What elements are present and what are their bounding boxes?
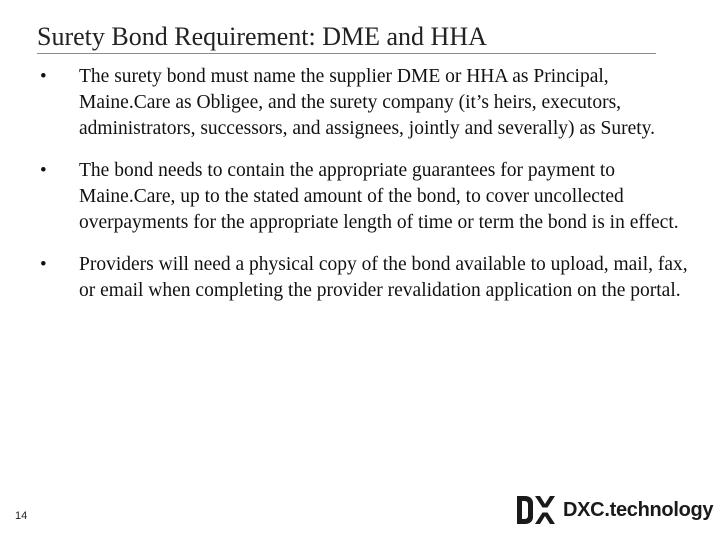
bullet-item-principal-obligee (0, 64, 699, 142)
title-underline (37, 53, 656, 54)
dxc-logo-text: DXC.technology (563, 498, 714, 521)
bullet-text: The surety bond must name the supplier DME or HHA as Principal, Maine.Care as Obligee, and the surety company (it’s heirs, executors, administrators, successors, and assignees, jointly and severally) as Surety. (79, 66, 656, 139)
bullet-list (0, 64, 720, 320)
dxc-logo-icon (515, 493, 555, 527)
bullet-item-guarantees (0, 158, 699, 236)
bullet-marker: • (40, 160, 47, 181)
bullet-text: The bond needs to contain the appropriate guarantees for payment to Maine.Care, up to the stated amount of the bond, to cover uncollected overpayments for the appropriate length of time or term the bond is in effect. (79, 160, 679, 233)
slide-title: Surety Bond Requirement: DME and HHA (37, 22, 487, 51)
bullet-marker: • (40, 254, 47, 275)
slide-page-number: 14 (15, 510, 28, 522)
bullet-text: Providers will need a physical copy of the bond available to upload, mail, fax, or email when completing the provider revalidation application on the portal. (79, 254, 688, 301)
bullet-item-physical-copy (0, 252, 699, 304)
bullet-marker: • (40, 66, 47, 87)
dxc-logo (515, 492, 713, 528)
